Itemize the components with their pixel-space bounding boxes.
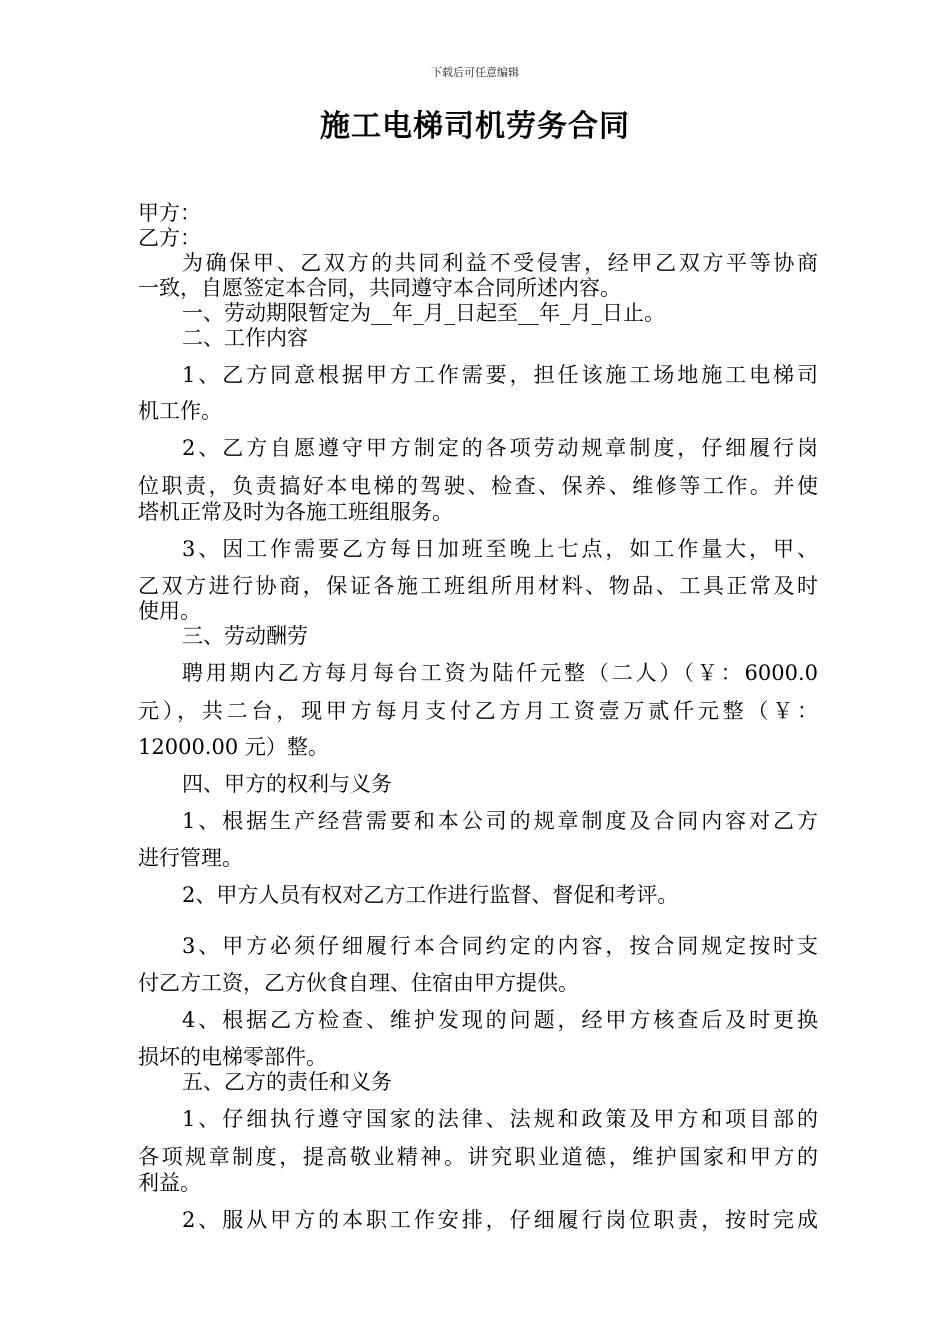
party-a-line: 甲方： bbox=[138, 201, 201, 225]
clause-line: 2、甲方人员有权对乙方工作进行监督、督促和考评。 bbox=[182, 883, 679, 907]
page-header: 下载后可任意编辑 bbox=[431, 66, 519, 79]
section-line: 一、劳动期限暂定为__年_月_日起至__年_月_日止。 bbox=[182, 301, 665, 325]
clause-line: 2、乙方自愿遵守甲方制定的各项劳动规章制度，仔细履行岗 bbox=[182, 436, 818, 460]
section-heading: 二、工作内容 bbox=[182, 326, 308, 350]
preamble-line: 一致，自愿签定本合同，共同遵守本合同所述内容。 bbox=[138, 276, 621, 300]
clause-line: 1、仔细执行遵守国家的法律、法规和政策及甲方和项目部的 bbox=[182, 1107, 818, 1131]
clause-line: 进行管理。 bbox=[138, 846, 243, 870]
clause-line: 乙双方进行协商，保证各施工班组所用材料、物品、工具正常及时 bbox=[138, 574, 818, 598]
clause-line: 1、乙方同意根据甲方工作需要，担任该施工场地施工电梯司 bbox=[182, 363, 818, 387]
clause-line: 元），共二台，现甲方每月支付乙方月工资壹万贰仟元整（￥： bbox=[138, 699, 818, 723]
clause-line: 3、因工作需要乙方每日加班至晚上七点，如工作量大，甲、 bbox=[182, 537, 818, 561]
party-b-line: 乙方： bbox=[138, 226, 201, 250]
clause-line: 机工作。 bbox=[138, 399, 222, 423]
section-heading: 四、甲方的权利与义务 bbox=[182, 772, 392, 796]
clause-line: 2、服从甲方的本职工作安排，仔细履行岗位职责，按时完成 bbox=[182, 1208, 818, 1232]
clause-line: 12000.00 元）整。 bbox=[138, 735, 329, 759]
clause-line: 付乙方工资，乙方伙食自理、住宿由甲方提供。 bbox=[138, 971, 579, 995]
document-title: 施工电梯司机劳务合同 bbox=[320, 109, 630, 144]
preamble-line: 为确保甲、乙双方的共同利益不受侵害，经甲乙双方平等协商 bbox=[182, 251, 818, 275]
section-heading: 三、劳动酬劳 bbox=[182, 624, 308, 648]
clause-line: 利益。 bbox=[138, 1171, 201, 1195]
clause-line: 塔机正常及时为各施工班组服务。 bbox=[138, 500, 453, 524]
clause-line: 3、甲方必须仔细履行本合同约定的内容，按合同规定按时支 bbox=[182, 934, 818, 958]
clause-line: 各项规章制度，提高敬业精神。讲究职业道德，维护国家和甲方的 bbox=[138, 1145, 818, 1169]
clause-line: 损坏的电梯零部件。 bbox=[138, 1045, 327, 1069]
clause-line: 4、根据乙方检查、维护发现的问题，经甲方核查后及时更换 bbox=[182, 1008, 818, 1032]
section-heading: 五、乙方的责任和义务 bbox=[182, 1070, 392, 1094]
clause-line: 聘用期内乙方每月每台工资为陆仟元整（二人）（￥：6000.0 bbox=[182, 661, 818, 685]
clause-line: 使用。 bbox=[138, 599, 201, 623]
clause-line: 1、根据生产经营需要和本公司的规章制度及合同内容对乙方 bbox=[182, 809, 818, 833]
clause-line: 位职责，负责搞好本电梯的驾驶、检查、保养、维修等工作。并使 bbox=[138, 474, 818, 498]
